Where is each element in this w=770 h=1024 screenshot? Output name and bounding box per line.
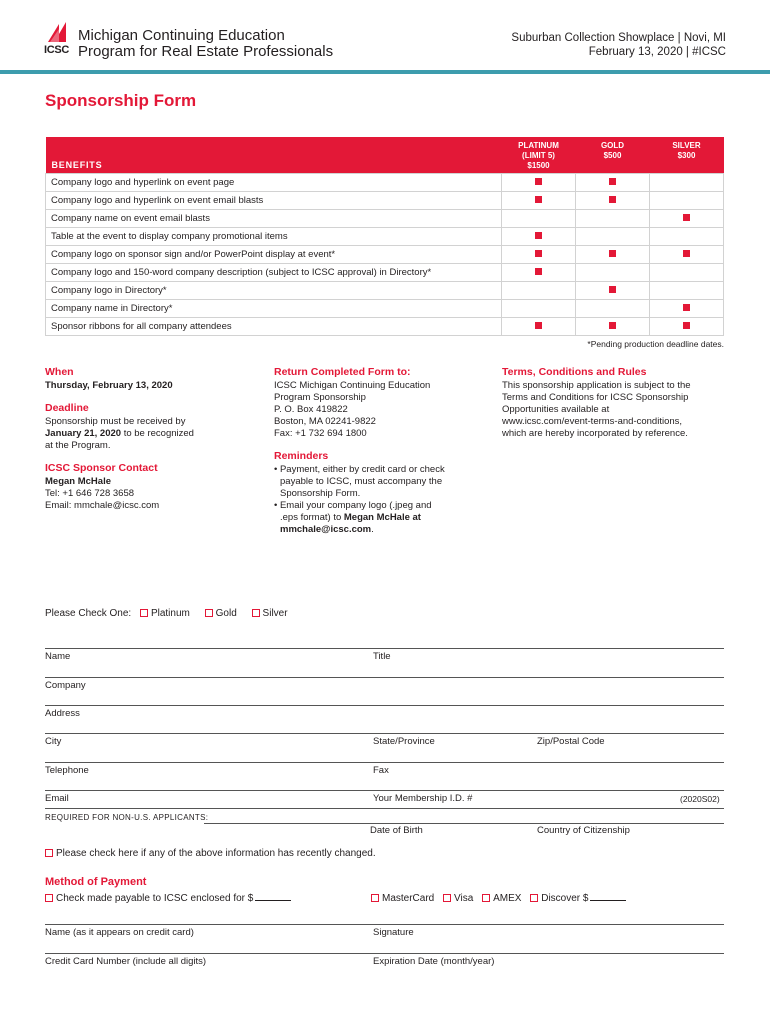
level-price: $300 — [677, 151, 696, 160]
field-line — [45, 924, 724, 925]
field-line — [45, 733, 724, 734]
included-marker-icon — [535, 178, 542, 185]
zip-field[interactable]: Zip/Postal Code — [537, 736, 605, 747]
table-row — [46, 209, 724, 227]
reminder-line — [274, 524, 474, 536]
reminder-line: Sponsorship Form. — [280, 488, 361, 499]
reminder-fragment: . — [371, 524, 374, 535]
benefit-cell: Company logo and hyperlink on event page — [46, 173, 502, 191]
card-options — [371, 893, 626, 904]
option-platinum[interactable] — [140, 608, 196, 619]
contact-tel: Tel: +1 646 728 3658 — [45, 488, 135, 499]
table-row — [46, 173, 724, 191]
page-title: Sponsorship Form — [45, 91, 197, 110]
terms-line: Terms and Conditions for ICSC Sponsorship — [502, 392, 689, 403]
level-name: SILVER — [672, 141, 701, 150]
gold-cell — [576, 191, 650, 209]
field-line — [204, 823, 724, 824]
terms-line: Opportunities available at — [502, 404, 610, 415]
table-row — [46, 191, 724, 209]
reminder-line: • Payment, either by credit card or check — [274, 464, 445, 475]
checkbox-icon[interactable] — [530, 894, 538, 902]
card-number-field[interactable]: Credit Card Number (include all digits) — [45, 956, 207, 967]
city-field[interactable]: City — [45, 736, 62, 747]
benefit-cell: Company logo on sponsor sign and/or PowerPoint display at event* — [46, 245, 502, 263]
deadline-text-1: Sponsorship must be received by — [45, 416, 186, 427]
check-payment-label: Check made payable to ICSC enclosed for $ — [56, 893, 254, 904]
option-gold[interactable] — [205, 608, 243, 619]
email-field[interactable]: Email — [45, 793, 69, 804]
checkbox-icon[interactable] — [45, 849, 53, 857]
deadline-text-3: at the Program. — [45, 440, 111, 451]
table-row — [46, 227, 724, 245]
silver-cell — [650, 317, 724, 335]
table-row — [46, 263, 724, 281]
level-name: GOLD — [600, 141, 625, 150]
reminder-line: payable to ICSC, must accompany the — [280, 476, 443, 487]
terms-heading: Terms, Conditions and Rules — [502, 366, 647, 378]
return-line: ICSC Michigan Continuing Education — [274, 380, 431, 391]
table-footnote: *Pending production deadline dates. — [587, 339, 724, 349]
event-location: Suburban Collection Showplace | Novi, MI — [511, 32, 726, 44]
silver-cell — [650, 191, 724, 209]
benefit-cell: Company logo and hyperlink on event email blasts — [46, 191, 502, 209]
platinum-cell — [502, 245, 576, 263]
expiration-field[interactable]: Expiration Date (month/year) — [373, 956, 495, 967]
non-us-label: REQUIRED FOR NON-U.S. APPLICANTS: — [45, 813, 209, 822]
gold-cell — [576, 209, 650, 227]
deadline-heading: Deadline — [45, 402, 89, 414]
reminder-email: mmchale@icsc.com — [280, 524, 372, 535]
name-on-card-field[interactable]: Name (as it appears on credit card) — [45, 927, 194, 938]
field-line — [45, 705, 724, 706]
included-marker-icon — [609, 196, 616, 203]
signature-field[interactable]: Signature — [373, 927, 414, 938]
fax-field[interactable]: Fax — [373, 765, 389, 776]
reminder-line — [274, 512, 474, 524]
reminders-heading: Reminders — [274, 450, 329, 462]
table-row — [46, 281, 724, 299]
deadline-text-2 — [45, 428, 245, 440]
reminder-contact: Megan McHale at — [343, 512, 421, 523]
event-date: February 13, 2020 | #ICSC — [588, 46, 726, 58]
terms-line: This sponsorship application is subject to the — [502, 380, 691, 391]
org-line-1: Michigan Continuing Education — [78, 27, 285, 44]
platinum-cell — [502, 191, 576, 209]
table-row — [46, 299, 724, 317]
checkbox-icon[interactable] — [45, 894, 53, 902]
logo-text: ICSC — [44, 44, 70, 56]
level-sub: (LIMIT 5) — [522, 151, 555, 160]
dob-field[interactable]: Date of Birth — [370, 825, 423, 836]
level-platinum-header — [502, 137, 576, 173]
option-label: Gold — [215, 608, 237, 619]
silver-cell — [650, 281, 724, 299]
info-column-right — [502, 366, 727, 440]
membership-id-field[interactable]: Your Membership I.D. # — [373, 793, 473, 804]
info-changed-option[interactable] — [45, 848, 376, 859]
event-info — [511, 31, 726, 59]
included-marker-icon — [683, 214, 690, 221]
included-marker-icon — [609, 286, 616, 293]
reminder-line: • Email your company logo (.jpeg and — [274, 500, 432, 511]
check-one-label: Please Check One: — [45, 608, 132, 619]
included-marker-icon — [609, 250, 616, 257]
included-marker-icon — [535, 250, 542, 257]
benefit-cell: Table at the event to display company promotional items — [46, 227, 502, 245]
gold-cell — [576, 173, 650, 191]
table-header-row — [46, 137, 724, 173]
sponsor-level-selector — [45, 608, 300, 619]
silver-cell — [650, 173, 724, 191]
benefits-table — [45, 137, 724, 336]
amex-option[interactable] — [482, 893, 521, 904]
card-amount-input[interactable] — [590, 893, 626, 901]
when-value: Thursday, February 13, 2020 — [45, 380, 173, 391]
info-column-middle — [274, 366, 474, 536]
platinum-cell — [502, 227, 576, 245]
silver-cell — [650, 263, 724, 281]
payment-heading: Method of Payment — [45, 876, 147, 888]
platinum-cell — [502, 173, 576, 191]
gold-cell — [576, 281, 650, 299]
included-marker-icon — [535, 196, 542, 203]
platinum-cell — [502, 263, 576, 281]
checkbox-icon[interactable] — [482, 894, 490, 902]
when-heading: When — [45, 366, 74, 378]
benefits-header: BENEFITS — [46, 137, 502, 173]
contact-heading: ICSC Sponsor Contact — [45, 462, 158, 474]
silver-cell — [650, 227, 724, 245]
option-label: Silver — [262, 608, 288, 619]
amex-label: AMEX — [493, 893, 522, 904]
checkbox-icon[interactable] — [140, 609, 148, 617]
field-line — [45, 808, 724, 809]
checkbox-icon[interactable] — [371, 894, 379, 902]
gold-cell — [576, 263, 650, 281]
silver-cell — [650, 299, 724, 317]
checkbox-icon[interactable] — [443, 894, 451, 902]
contact-name: Megan McHale — [45, 476, 111, 487]
option-silver[interactable] — [252, 608, 294, 619]
return-line: Boston, MA 02241-9822 — [274, 416, 376, 427]
gold-cell — [576, 227, 650, 245]
org-line-2: Program for Real Estate Professionals — [78, 43, 334, 60]
field-line — [45, 648, 724, 649]
level-price: $1500 — [527, 161, 550, 170]
included-marker-icon — [683, 322, 690, 329]
info-column-left — [45, 366, 245, 512]
citizenship-field[interactable]: Country of Citizenship — [537, 825, 630, 836]
org-title — [78, 28, 333, 60]
gold-cell — [576, 299, 650, 317]
included-marker-icon — [609, 322, 616, 329]
table-row — [46, 317, 724, 335]
deadline-suffix: to be recognized — [121, 428, 194, 439]
check-payment-option[interactable] — [45, 893, 291, 904]
platinum-cell — [502, 299, 576, 317]
included-marker-icon — [535, 232, 542, 239]
reminder-fragment: .eps format) to — [280, 512, 344, 523]
telephone-field[interactable]: Telephone — [45, 765, 89, 776]
silver-cell — [650, 209, 724, 227]
included-marker-icon — [683, 304, 690, 311]
discover-label: Discover $ — [541, 893, 589, 904]
visa-option[interactable] — [443, 893, 473, 904]
header-divider — [0, 70, 770, 74]
form-code: (2020S02) — [680, 794, 720, 804]
discover-option[interactable] — [530, 893, 626, 904]
field-line — [45, 790, 724, 791]
mastercard-option[interactable] — [371, 893, 434, 904]
level-gold-header — [576, 137, 650, 173]
title-field[interactable]: Title — [373, 651, 391, 662]
deadline-date: January 21, 2020 — [45, 428, 122, 439]
contact-email: Email: mmchale@icsc.com — [45, 500, 160, 511]
table-row — [46, 245, 724, 263]
checkbox-icon[interactable] — [205, 609, 213, 617]
return-heading: Return Completed Form to: — [274, 366, 411, 378]
included-marker-icon — [535, 322, 542, 329]
return-line: P. O. Box 419822 — [274, 404, 348, 415]
terms-link[interactable]: www.icsc.com/event-terms-and-conditions, — [502, 416, 683, 427]
platinum-cell — [502, 209, 576, 227]
field-line — [45, 953, 724, 954]
field-line — [45, 677, 724, 678]
level-name: PLATINUM — [518, 141, 559, 150]
benefit-cell: Company name in Directory* — [46, 299, 502, 317]
visa-label: Visa — [454, 893, 474, 904]
name-field[interactable]: Name — [45, 651, 71, 662]
benefit-rows — [46, 173, 724, 335]
included-marker-icon — [609, 178, 616, 185]
benefit-cell: Company name on event email blasts — [46, 209, 502, 227]
mastercard-label: MasterCard — [382, 893, 435, 904]
level-silver-header — [650, 137, 724, 173]
field-line — [45, 762, 724, 763]
company-field[interactable]: Company — [45, 680, 86, 691]
state-field[interactable]: State/Province — [373, 736, 435, 747]
included-marker-icon — [535, 268, 542, 275]
benefit-cell: Company logo and 150-word company description (subject to ICSC approval) in Directory* — [46, 263, 502, 281]
platinum-cell — [502, 317, 576, 335]
included-marker-icon — [683, 250, 690, 257]
gold-cell — [576, 317, 650, 335]
option-label: Platinum — [150, 608, 190, 619]
return-line: Fax: +1 732 694 1800 — [274, 428, 367, 439]
address-field[interactable]: Address — [45, 708, 80, 719]
silver-cell — [650, 245, 724, 263]
terms-line: which are hereby incorporated by reference. — [502, 428, 688, 439]
check-amount-input[interactable] — [255, 893, 291, 901]
gold-cell — [576, 245, 650, 263]
return-line: Program Sponsorship — [274, 392, 366, 403]
info-changed-label: Please check here if any of the above information has recently changed. — [56, 848, 376, 859]
benefit-cell: Company logo in Directory* — [46, 281, 502, 299]
platinum-cell — [502, 281, 576, 299]
level-price: $500 — [603, 151, 622, 160]
benefit-cell: Sponsor ribbons for all company attendees — [46, 317, 502, 335]
checkbox-icon[interactable] — [252, 609, 260, 617]
